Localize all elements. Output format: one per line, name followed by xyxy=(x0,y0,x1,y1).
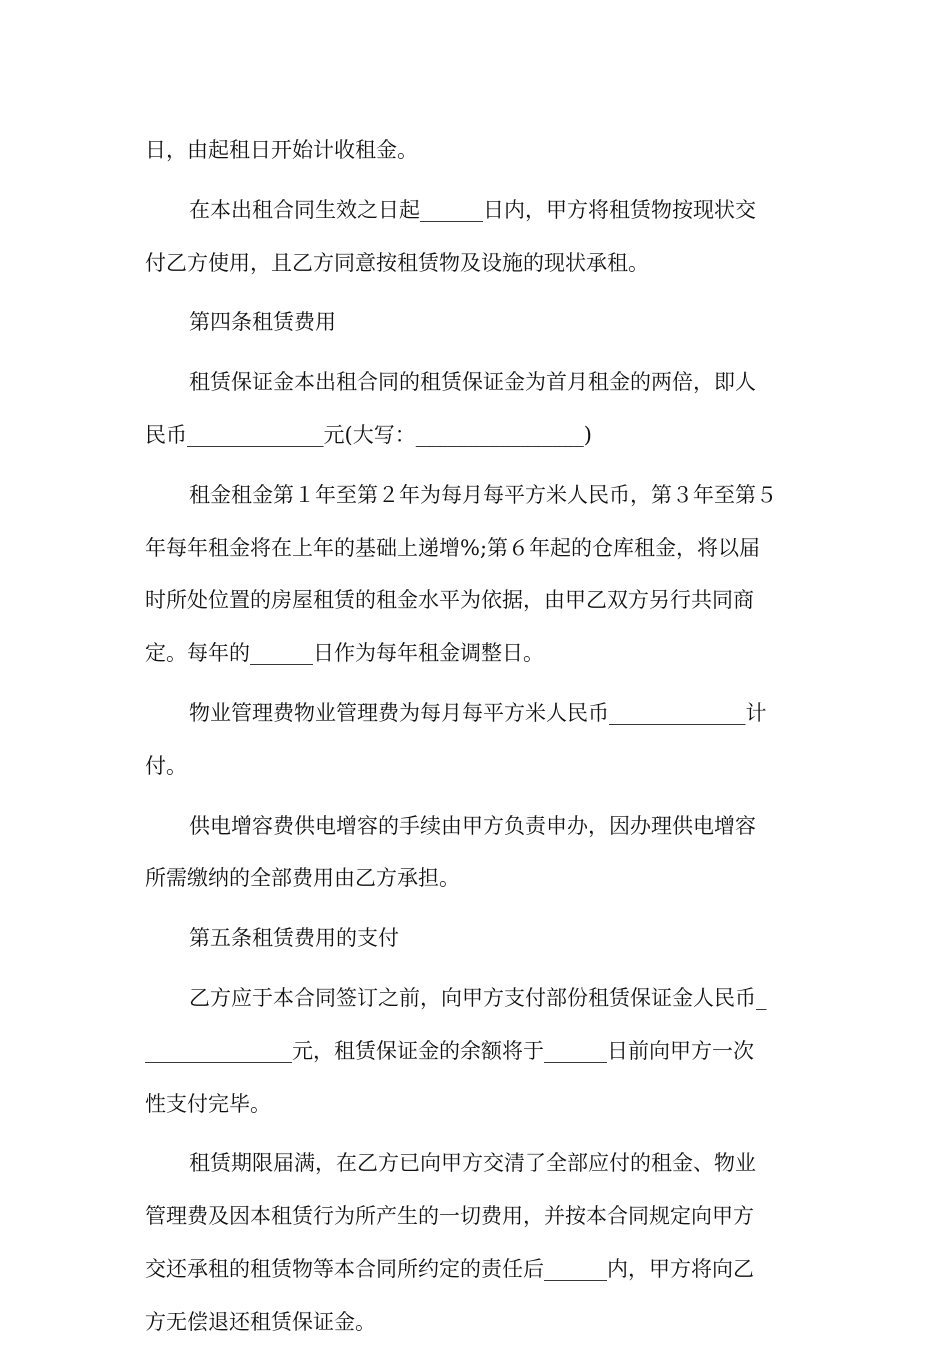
text-line: 物业管理费物业管理费为每月每平方米人民币_____________计 xyxy=(189,700,767,725)
text-line: 租金租金第１年至第２年为每月每平方米人民币，第３年至第５ xyxy=(189,482,777,507)
paragraph-continuation xyxy=(145,124,810,177)
text-line: 付乙方使用，且乙方同意按租赁物及设施的现状承租。 xyxy=(145,250,649,275)
article-4-heading xyxy=(145,296,810,349)
paragraph-deposit-refund xyxy=(145,1137,810,1348)
paragraph-power-capacity xyxy=(145,800,810,906)
text-line: 日，由起租日开始计收租金。 xyxy=(145,138,418,162)
text-line: 租赁期限届满，在乙方已向甲方交清了全部应付的租金、物业 xyxy=(189,1151,756,1176)
document-body xyxy=(145,124,810,1349)
paragraph-rent xyxy=(145,469,810,680)
text-line: 管理费及因本租赁行为所产生的一切费用，并按本合同规定向甲方 xyxy=(145,1204,754,1229)
paragraph-property-fee xyxy=(145,687,810,793)
text-line: 定。每年的______日作为每年租金调整日。 xyxy=(145,641,544,666)
text-line: 租赁保证金本出租合同的租赁保证金为首月租金的两倍，即人 xyxy=(189,370,756,395)
text-line: ______________元，租赁保证金的余额将于______日前向甲方一次 xyxy=(145,1038,754,1063)
text-line: 付。 xyxy=(145,753,187,778)
text-line: 交还承租的租赁物等本合同所约定的责任后______内，甲方将向乙 xyxy=(145,1256,754,1281)
paragraph-payment xyxy=(145,972,810,1130)
text-line: 乙方应于本合同签订之前，向甲方支付部份租赁保证金人民币_ xyxy=(189,985,767,1010)
article-5-heading xyxy=(145,912,810,965)
text-line: 方无偿退还租赁保证金。 xyxy=(145,1309,376,1334)
text-line: 年每年租金将在上年的基础上递增%;第６年起的仓库租金，将以届 xyxy=(145,535,761,560)
text-line: 第五条租赁费用的支付 xyxy=(189,926,399,951)
text-line: 在本出租合同生效之日起______日内，甲方将租赁物按现状交 xyxy=(189,197,756,222)
text-line: 供电增容费供电增容的手续由甲方负责申办，因办理供电增容 xyxy=(189,813,756,838)
paragraph-deposit xyxy=(145,356,810,462)
text-line: 民币_____________元(大写：________________) xyxy=(145,422,592,447)
text-line: 所需缴纳的全部费用由乙方承担。 xyxy=(145,866,460,891)
text-line: 性支付完毕。 xyxy=(145,1091,271,1116)
text-line: 第四条租赁费用 xyxy=(189,310,336,335)
paragraph-delivery xyxy=(145,184,810,290)
text-line: 时所处位置的房屋租赁的租金水平为依据，由甲乙双方另行共同商 xyxy=(145,588,754,613)
